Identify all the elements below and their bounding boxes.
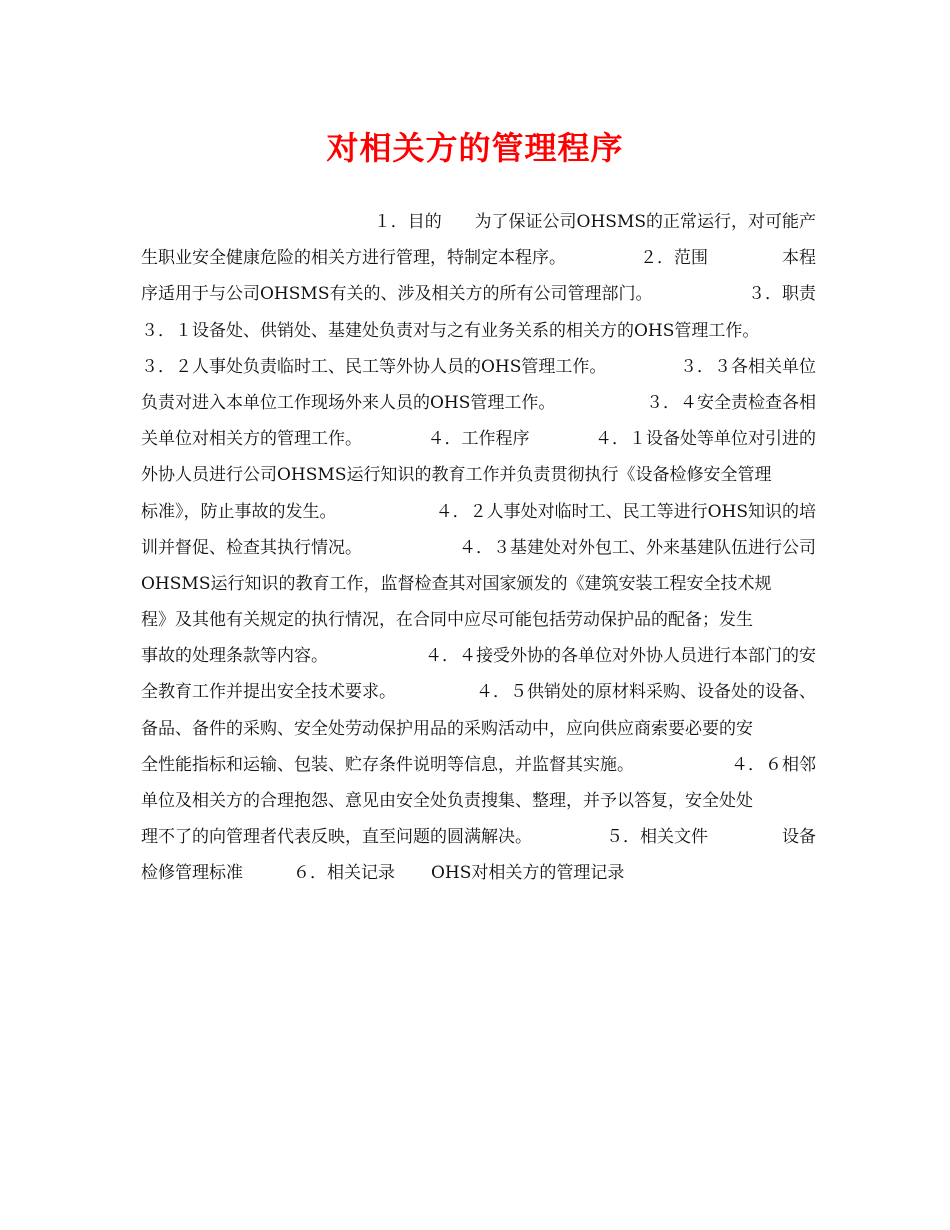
line-segment: 理不了的向管理者代表反映，直至问题的圆满解决。 <box>141 827 532 848</box>
line-segment: 检修管理标准 <box>141 863 243 884</box>
body-line <box>141 313 816 349</box>
line-segment: ３．２人事处负责临时工、民工等外协人员的OHS管理工作。 <box>141 356 607 377</box>
line-segment: 事故的处理条款等内容。 <box>141 646 328 667</box>
document-body <box>141 204 816 892</box>
body-line <box>141 204 816 240</box>
line-segment: ３．职责 <box>748 284 816 305</box>
body-line <box>141 855 816 891</box>
document-title: 对相关方的管理程序 <box>326 129 624 167</box>
line-segment: 训并督促、检查其执行情况。 <box>141 537 362 558</box>
body-line <box>141 421 816 457</box>
line-segment: 单位及相关方的合理抱怨、意见由安全处负责搜集、整理，并予以答复，安全处处 <box>141 791 753 811</box>
line-segment: ３．４安全责检查各相 <box>646 392 816 413</box>
line-segment: ４．１设备处等单位对引进的 <box>595 429 816 450</box>
line-segment: 外协人员进行公司OHSMS运行知识的教育工作并负责贯彻执行《设备检修安全管理 <box>141 465 772 486</box>
body-line <box>141 494 816 530</box>
body-line <box>141 276 816 312</box>
line-segment: 全性能指标和运输、包装、贮存条件说明等信息，并监督其实施。 <box>141 754 634 775</box>
line-segment: 备品、备件的采购、安全处劳动保护用品的采购活动中，应向供应商索要必要的安 <box>141 718 753 739</box>
line-segment: 设备 <box>782 827 816 848</box>
line-segment: ４．５供销处的原材料采购、设备处的设备、 <box>476 682 816 703</box>
line-segment: 标准》，防止事故的发生。 <box>141 501 337 522</box>
body-line <box>141 457 816 493</box>
body-line <box>141 385 816 421</box>
line-segment: ４．３基建处对外包工、外来基建队伍进行公司 <box>459 537 816 558</box>
line-segment: 生职业安全健康危险的相关方进行管理，特制定本程序。 <box>141 248 566 269</box>
line-segment: OHS对相关方的管理记录 <box>431 863 625 884</box>
line-segment: ６．相关记录 <box>293 863 395 884</box>
indent-spacer <box>141 204 341 240</box>
line-segment: 程》及其他有关规定的执行情况，在合同中应尽可能包括劳动保护品的配备；发生 <box>141 610 753 631</box>
line-segment: ４．６相邻 <box>731 754 816 775</box>
line-segment: 序适用于与公司OHSMS有关的、涉及相关方的所有公司管理部门。 <box>141 284 653 305</box>
line-segment: 本程 <box>782 248 816 269</box>
line-segment: ４．工作程序 <box>427 429 530 450</box>
line-segment: ４．２人事处对临时工、民工等进行OHS知识的培 <box>435 501 816 522</box>
line-segment: 全教育工作并提出安全技术要求。 <box>141 682 396 703</box>
body-line <box>141 711 816 747</box>
body-line <box>141 566 816 602</box>
line-segment: １．目的 <box>373 212 442 232</box>
body-line <box>141 674 816 710</box>
body-line <box>141 783 816 819</box>
line-segment: ２．范围 <box>640 248 708 269</box>
body-line <box>141 530 816 566</box>
line-segment: 负责对进入本单位工作现场外来人员的OHS管理工作。 <box>141 392 556 413</box>
body-line <box>141 240 816 276</box>
line-segment: 关单位对相关方的管理工作。 <box>141 429 362 450</box>
line-segment: 为了保证公司OHSMS的正常运行，对可能产 <box>474 212 816 232</box>
body-line <box>141 747 816 783</box>
line-segment: ３．１设备处、供销处、基建处负责对与之有业务关系的相关方的OHS管理工作。 <box>141 320 760 341</box>
body-line <box>141 819 816 855</box>
body-line <box>141 638 816 674</box>
line-segment: ４．４接受外协的各单位对外协人员进行本部门的安 <box>425 646 816 667</box>
line-segment: ３．３各相关单位 <box>680 356 816 377</box>
body-line <box>141 349 816 385</box>
line-segment: OHSMS运行知识的教育工作，监督检查其对国家颁发的《建筑安装工程安全技术规 <box>141 573 772 594</box>
body-line <box>141 602 816 638</box>
line-segment: ５．相关文件 <box>606 827 708 848</box>
